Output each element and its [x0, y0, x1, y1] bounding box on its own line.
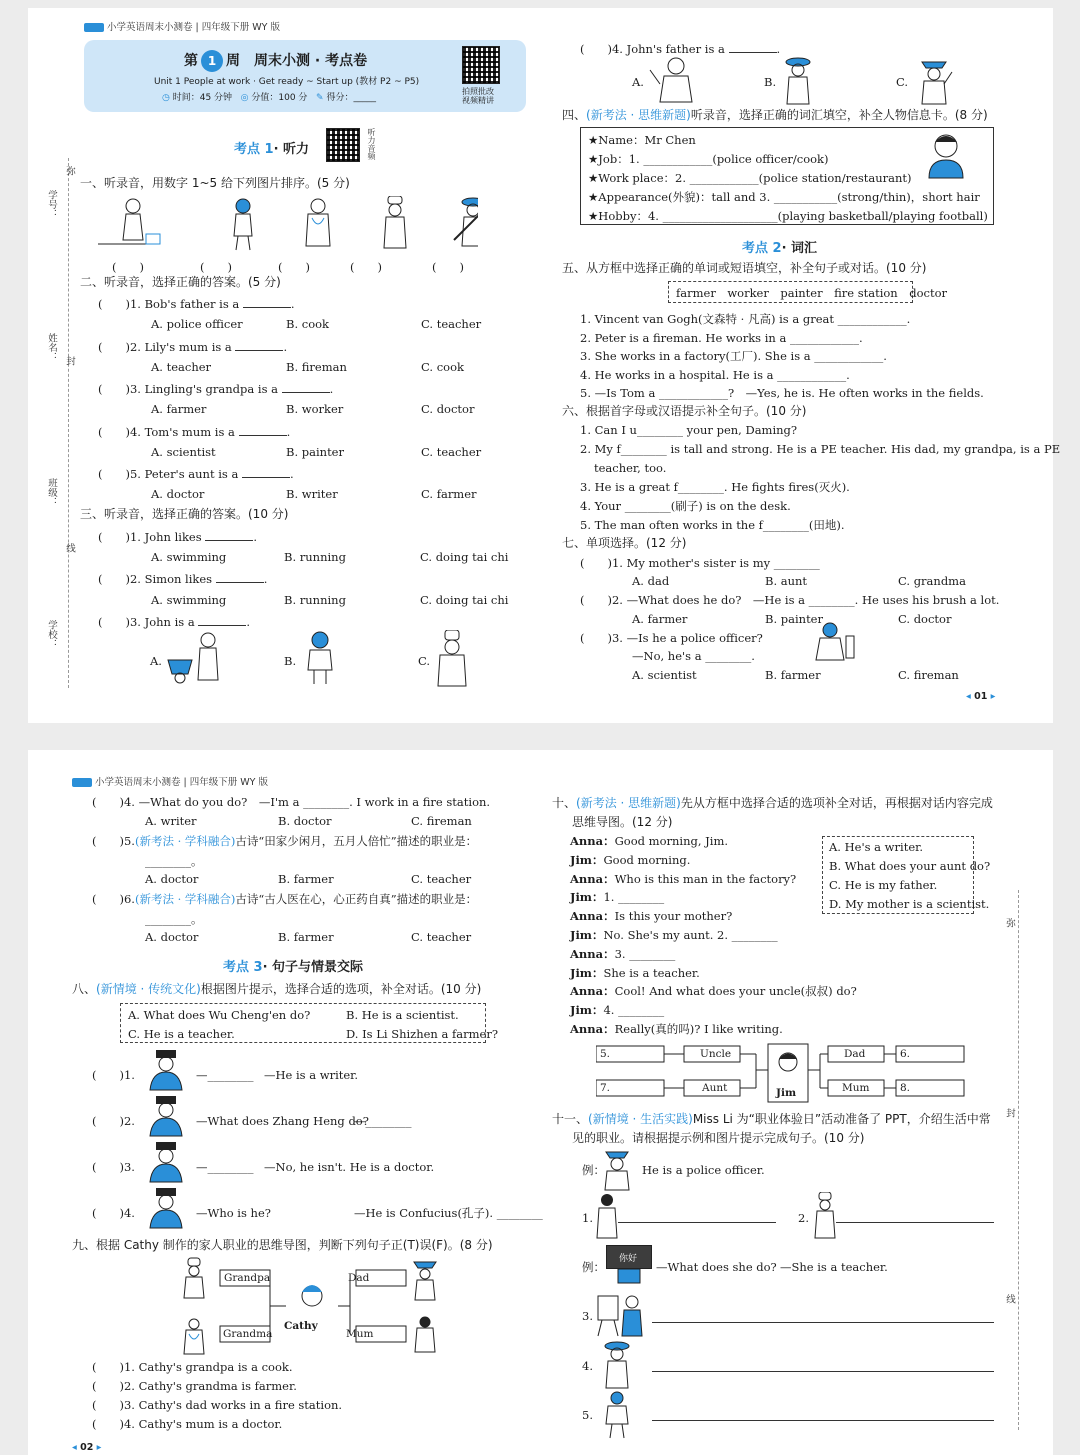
kaodian-2-heading: 考点 2· 词汇: [742, 241, 818, 256]
teacher-figure-icon: [614, 1269, 644, 1285]
cook-figure-icon: [432, 630, 472, 688]
girl-figure-icon: [300, 630, 340, 686]
audio-qr-icon[interactable]: [326, 128, 360, 162]
question-number: ( )4.: [92, 1206, 135, 1220]
cook-figure-icon: [812, 1192, 838, 1242]
ancient-writer-figure-icon: [144, 1048, 188, 1092]
option-c: C. teacher: [421, 317, 482, 331]
question-row: ( )2. Lily's mum is a .: [98, 339, 288, 354]
dialog-line: Anna：Good morning, Jim.: [570, 834, 728, 848]
listening-pictures: [98, 196, 478, 252]
option-c: C. cook: [421, 359, 464, 374]
question-number: ( )2.: [92, 1114, 135, 1128]
true-false-question: ( )3. Cathy's dad works in a fire station.: [92, 1398, 343, 1412]
cook-figure-icon: [384, 196, 406, 248]
true-false-question: ( )1. Cathy's grandpa is a cook.: [92, 1360, 293, 1374]
farmer-figure-icon: [778, 56, 818, 106]
side-label-id: 学号：: [46, 190, 57, 219]
doctor-figure-icon: [415, 1317, 435, 1352]
family-mind-map: [178, 1256, 438, 1360]
dialog-line-b: —He is a writer.: [264, 1068, 359, 1082]
section-7-title: 七、单项选择。(12 分): [562, 536, 687, 550]
dialog-line: Jim：1. ________: [570, 890, 665, 905]
page-title: 第 1 周 周末小测 · 考点卷: [184, 50, 367, 72]
option-c: C. farmer: [421, 487, 477, 501]
fill-in-question: 2. Peter is a fireman. He works in a ____________.: [580, 330, 863, 345]
page-number: ◂ 01 ▸: [966, 691, 996, 702]
police-officer-figure-icon: [414, 1262, 436, 1300]
confucius-figure-icon: [144, 1186, 188, 1230]
dialog-line-a: —________: [196, 1160, 254, 1174]
fill-in-question: 5. The man often works in the f________(田地).: [580, 518, 845, 532]
answer-line[interactable]: [652, 1322, 994, 1323]
option-b: B. cook: [286, 317, 330, 331]
cook-uniform-figure-icon: [646, 56, 706, 104]
fill-in-question: 2. My f________ is tall and strong. He is a PE teacher. His dad, my grandpa, is a PE: [580, 442, 1061, 456]
dialog-line-b: —No, he isn't. He is a doctor.: [264, 1160, 435, 1174]
option-a: A. police officer: [151, 317, 243, 331]
answer-line[interactable]: [618, 1222, 776, 1223]
true-false-question: ( )2. Cathy's grandma is farmer.: [92, 1379, 297, 1393]
doctor-figure-icon: [306, 199, 330, 246]
woman-figure-icon: [594, 1192, 620, 1242]
fill-in-question: 5. —Is Tom a ____________? —Yes, he is. He often works in the fields.: [580, 386, 984, 400]
option-a: A. doctor: [151, 487, 205, 501]
worker-figure-icon: [234, 199, 252, 250]
blackboard-icon: 你好: [606, 1245, 652, 1269]
fill-in-question: 1. Vincent van Gogh(文森特 · 凡高) is a great ____________.: [580, 312, 911, 326]
section-3-title: 三、听录音，选择正确的答案。(10 分): [80, 507, 289, 521]
option-a: A. farmer: [151, 402, 207, 416]
question-row: ( )4. Tom's mum is a .: [98, 424, 291, 439]
option-b: B. writer: [286, 487, 338, 501]
qr-code-icon[interactable]: [462, 46, 500, 84]
option-a: A. teacher: [151, 359, 212, 374]
option-b: B. painter: [286, 444, 344, 459]
dialog-line: Jim：No. She's my aunt. 2. ________: [570, 928, 778, 942]
dialog-line-a: —Who is he?: [196, 1206, 271, 1220]
section-9-title: 九、根据 Cathy 制作的家人职业的思维导图，判断下列句子正(T)误(F)。(8 分): [72, 1238, 493, 1252]
got-label: 得分：_____: [326, 93, 376, 103]
scientist-microscope-icon: [812, 620, 862, 664]
fill-in-question: 3. He is a great f________. He fights fires(灭火).: [580, 480, 850, 494]
score-label: 分值：100 分: [251, 93, 308, 103]
scientist-figure-icon: [98, 199, 160, 244]
page-1: 小学英语周末小测卷 | 四年级下册 WY 版 第 1 周 周末小测 · 考点卷 Unit 1 People at work · Get ready ~ Start up (教材 P2 ~ P5) ◷ 时间：45 分钟 ◎ 分值：100 分 ✎ 得分：_____ 拍照批改 视频精讲 学号： 姓名： 班级： 学校： 弥 封 线 考点 1· 听力 听力音频 一、听录音，用数字 1~5 给下列图片排序。(5 分) ( ) ( ) ( ) ( ) ( ) 二、听录音，选择正确的答案。(5 分) 三、听录音，选择正确的答案。(10 分) ( )1. John likes . A. swimming B. running C. doing tai chi ( )2. Simon likes . A. swimming B. running C. doing tai chi ( )3. John is a . A. B. C. ( )4. John's father is a . A. B. C. 四、(新考法 · 思维新题)听录音，选择正确的词汇填空，补全人物信息卡。(8 分) ★Name：Mr Chen ★Job：1. ____________(police officer/cook) ★Work place：2. ____________(police station/restaurant) ★Appearance(外貌)：tall and 3. ___________(strong/thin)，short hair ★Hobby：4. ____________________(playing basketball/playing football) 考点 2· 词汇 五、从方框中选择正确的单词或短语填空，补全句子或对话。(10 分) farmer worker painter fire station doctor 六、根据首字母或汉语提示补全句子。(10 分) 七、单项选择。(12 分) ( )1. My mother's sister is my ________ A. dad B. aunt C. grandma ( )2. —What does he do? —He is a ________. He uses his brush a lot. A. farmer B. painter C. doctor ( )3. —Is he a police officer? —No, he's a ________. A. scientist B. farmer C. fireman ◂ 01 ▸ ( )1. Bob's father is a . A. police officer B. cook C. teacher ( )2. Lily's mum is a . A. teacher B. fireman C. cook ( )3. Lingling's grandpa is a . A. farmer B. worker C. doctor ( )4. Tom's mum is a . A. scientist B. painter C. teacher ( )5. Peter's aunt is a . A. doctor B. writer C. farmer 1. Vincent van Gogh(文森特 · 凡高) is a great ____________. 2. Peter is a fireman. He works in a ____________. 3. She works in a factory(工厂). She is a ____________. 4. He works in a hospital. He is a ____________. 5. —Is Tom a ____________? —Yes, he is. He often works in the fields. 1. Can I u________ your pen, Daming? 2. My f________ is tall and strong. He is a PE teacher. His dad, my grandpa, is a PE teacher, too. 3. He is a great f________. He fights fires(灭火). 4. Your ________(刷子) is on the desk. 5. The man often works in the f________(田地).: [28, 8, 1053, 723]
true-false-question: ( )4. Cathy's mum is a doctor.: [92, 1417, 283, 1431]
question-number: ( )1.: [92, 1068, 135, 1082]
farmer-figure-icon: [454, 198, 478, 246]
doctor-figure-icon: [184, 1319, 204, 1354]
dialog-line-a: —What does Zhang Heng do?: [196, 1114, 369, 1128]
option-c: C. teacher: [421, 444, 482, 459]
dialog-line: Anna：Cool! And what does your uncle(叔叔) do?: [570, 984, 857, 999]
dialog-line: Anna：Really(真的吗)? I like writing.: [570, 1022, 783, 1036]
page-header: 小学英语周末小测卷 | 四年级下册 WY 版: [84, 19, 280, 33]
side-label-class: 班级：: [46, 478, 57, 507]
section-5-title: 五、从方框中选择正确的单词或短语填空，补全句子或对话。(10 分): [562, 261, 927, 275]
answer-line[interactable]: [836, 1222, 994, 1223]
dialog-line: Anna：Is this your mother?: [570, 909, 733, 924]
fill-in-question: 3. She works in a factory(工厂). She is a ____________.: [580, 349, 887, 363]
fill-in-question: 1. Can I u________ your pen, Daming?: [580, 423, 798, 437]
dialog-line: Anna：Who is this man in the factory?: [570, 871, 797, 886]
question-number: ( )3.: [92, 1160, 135, 1174]
dialog-line-b: —He is Confucius(孔子). ________: [354, 1206, 543, 1220]
dialog-line-b: —________: [354, 1114, 412, 1128]
fill-in-question: 4. He works in a hospital. He is a ____________.: [580, 367, 850, 382]
ancient-scientist-figure-icon: [144, 1094, 188, 1138]
police-officer-figure-icon: [600, 1148, 634, 1192]
page-header: 小学英语周末小测卷 | 四年级下册 WY 版: [72, 774, 268, 788]
dialog-line: Jim：4. ________: [570, 1003, 665, 1018]
section-8-title: 八、(新情境 · 传统文化)根据图片提示，选择合适的选项，补全对话。(10 分): [72, 982, 482, 996]
farmer-figure-icon: [600, 1340, 634, 1390]
answer-line[interactable]: [652, 1371, 994, 1372]
section-11-title: 十一、(新情境 · 生活实践)Miss Li 为“职业体验日”活动准备了 PPT，介绍生活中常: [552, 1112, 991, 1126]
police-officer-figure-icon: [912, 56, 956, 106]
kaodian-3-heading: 考点 3· 句子与情景交际: [223, 960, 364, 975]
worker-wheelbarrow-icon: [166, 630, 226, 686]
man-portrait-icon: [923, 132, 969, 180]
dialog-line: Anna：3. ________: [570, 946, 676, 961]
kaodian-1-heading: 考点 1· 听力: [234, 142, 310, 157]
page-2: 小学英语周末小测卷 | 四年级下册 WY 版 ( )4. —What do you do? —I'm a ________. I work in a fire station. A. writer B. doctor C. fireman ( )5.(新考法 · 学科融合)古诗“田家少闲月，五月人倍忙”描述的职业是： ________。 A. doctor B. farmer C. teacher ( )6.(新考法 · 学科融合)古诗“古人医在心，心正药自真”描述的职业是： ________。 A. doctor B. farmer C. teacher 考点 3· 句子与情景交际 八、(新情境 · 传统文化)根据图片提示，选择合适的选项，补全对话。(10 分) A. What does Wu Cheng'en do? B. He is a scientist. C. He is a teacher. D. Is Li Shizhen a farmer? 九、根据 Cathy 制作的家人职业的思维导图，判断下列句子正(T)误(F)。(8 分) Grandpa Grandma Cathy Dad Mum 十、(新考法 · 思维新题)先从方框中选择合适的选项补全对话，再根据对话内容完成 思维导图。(12 分) A. He's a writer. B. What does your aunt do? C. He is my father. D. My mother is a scientist. 5. Uncle 7. Aunt Jim Dad 6. Mum 8. 十一、(新情境 · 生活实践)Miss Li 为“职业体验日”活动准备了 PPT，介绍生活中常 见的职业。请根据提示例和图片提示完成句子。(10 分) 例： He is a police officer. 1. 2. 例： 你好 —What does she do? —She is a teacher. 3. 4. 5. 弥 封 线 ◂ 02 ▸ ( )1. —________ —He is a writer. ( )2. —What does Zhang Heng do? —________ ( )3. —________ —No, he isn't. He is a doctor. ( )4. —Who is he? —He is Confucius(孔子). ________ ( )1. Cathy's grandpa is a cook. ( )2. Cathy's grandma is farmer. ( )3. Cathy's dad works in a fire station. ( )4. Cathy's mum is a doctor. Anna：Good morning, Jim. Jim：Good morning. Anna：Who is this man in the factory? Jim：1. ________ Anna：Is this your mother? Jim：No. She's my aunt. 2. ________ Anna：3. ________ Jim：She is a teacher. Anna：Cool! And what does your uncle(叔叔) do? Jim：4. ________ Anna：Really(真的吗)? I like writing.: [28, 750, 1053, 1455]
section-6-title: 六、根据首字母或汉语提示补全句子。(10 分): [562, 404, 807, 418]
painter-easel-icon: [594, 1292, 644, 1338]
side-label-name: 姓名：: [46, 333, 57, 362]
section-4-title: 四、(新考法 · 思维新题)听录音，选择正确的词汇填空，补全人物信息卡。(8 分): [562, 108, 988, 122]
ancient-doctor-figure-icon: [144, 1140, 188, 1184]
page-number: ◂ 02 ▸: [72, 1442, 102, 1453]
fill-in-question: teacher, too.: [594, 461, 667, 475]
worker-figure-icon: [600, 1390, 634, 1440]
option-c: C. doctor: [421, 402, 475, 416]
time-label: 时间：45 分钟: [172, 93, 233, 103]
question-row: ( )3. Lingling's grandpa is a .: [98, 382, 334, 396]
fill-in-question: 4. Your ________(刷子) is on the desk.: [580, 499, 791, 513]
section-1-title: 一、听录音，用数字 1~5 给下列图片排序。(5 分): [80, 176, 350, 190]
question-row: ( )1. Bob's father is a .: [98, 297, 295, 311]
dialog-line-a: —________: [196, 1068, 254, 1082]
section-10-title: 十、(新考法 · 思维新题)先从方框中选择合适的选项补全对话，再根据对话内容完成: [552, 796, 993, 810]
answer-line[interactable]: [652, 1420, 994, 1421]
option-b: B. fireman: [286, 359, 347, 374]
option-b: B. worker: [286, 402, 344, 416]
dialog-line: Jim：She is a teacher.: [570, 965, 700, 980]
question-row: ( )5. Peter's aunt is a .: [98, 467, 294, 481]
unit-line: Unit 1 People at work · Get ready ~ Start up (教材 P2 ~ P5): [154, 77, 420, 87]
dialog-line: Jim：Good morning.: [570, 852, 691, 867]
option-a: A. scientist: [151, 444, 216, 459]
section-2-title: 二、听录音，选择正确的答案。(5 分): [80, 275, 281, 289]
side-label-school: 学校：: [46, 620, 57, 649]
title-banner: 第 1 周 周末小测 · 考点卷 Unit 1 People at work · Get ready ~ Start up (教材 P2 ~ P5) ◷ 时间：45 分钟 ◎ 分值：100 分 ✎ 得分：_____ 拍照批改 视频精讲: [84, 40, 526, 112]
cook-figure-icon: [184, 1258, 204, 1298]
